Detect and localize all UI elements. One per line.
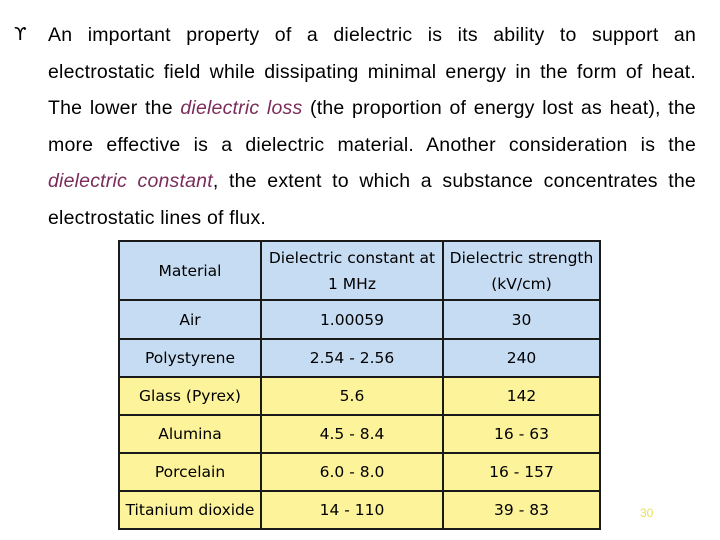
table-row [119, 453, 600, 491]
constant-cell: 14 - 110 [261, 491, 443, 529]
material-cell: Air [119, 300, 261, 339]
strength-cell: 142 [443, 377, 600, 415]
y-bullet-icon: ϒ [14, 24, 27, 45]
paragraph-text-3: , the extent to which a substance concentrates the electrostatic lines of flux. [48, 170, 696, 229]
header-dielectric-strength: Dielectric strength (kV/cm) [443, 241, 600, 300]
material-cell: Polystyrene [119, 339, 261, 377]
table-row [119, 377, 600, 415]
material-cell: Titanium dioxide [119, 491, 261, 529]
strength-cell: 30 [443, 300, 600, 339]
term-dielectric-loss: dielectric loss [180, 97, 303, 119]
strength-cell: 16 - 157 [443, 453, 600, 491]
term-dielectric-constant: dielectric constant [48, 170, 213, 192]
constant-cell: 2.54 - 2.56 [261, 339, 443, 377]
strength-cell: 16 - 63 [443, 415, 600, 453]
constant-cell: 5.6 [261, 377, 443, 415]
constant-cell: 4.5 - 8.4 [261, 415, 443, 453]
material-cell: Glass (Pyrex) [119, 377, 261, 415]
paragraph-text-2: (the proportion of energy lost as heat), the more effective is a dielectric material. Another consideration is the [48, 97, 696, 156]
constant-cell: 1.00059 [261, 300, 443, 339]
material-cell: Porcelain [119, 453, 261, 491]
header-dielectric-constant: Dielectric constant at 1 MHz [261, 241, 443, 300]
table-row [119, 415, 600, 453]
constant-cell: 6.0 - 8.0 [261, 453, 443, 491]
strength-cell: 240 [443, 339, 600, 377]
page-number: 30 [640, 506, 654, 520]
strength-cell: 39 - 83 [443, 491, 600, 529]
header-material: Material [119, 241, 261, 300]
dielectric-properties-table [118, 240, 601, 530]
paragraph-text-1: An important property of a dielectric is its ability to support an electrostatic field while dissipating minimal energy in the form of heat. The lower the [48, 24, 696, 119]
material-cell: Alumina [119, 415, 261, 453]
body-paragraph [48, 17, 696, 236]
table-row [119, 300, 600, 339]
table-row [119, 491, 600, 529]
table-row [119, 339, 600, 377]
